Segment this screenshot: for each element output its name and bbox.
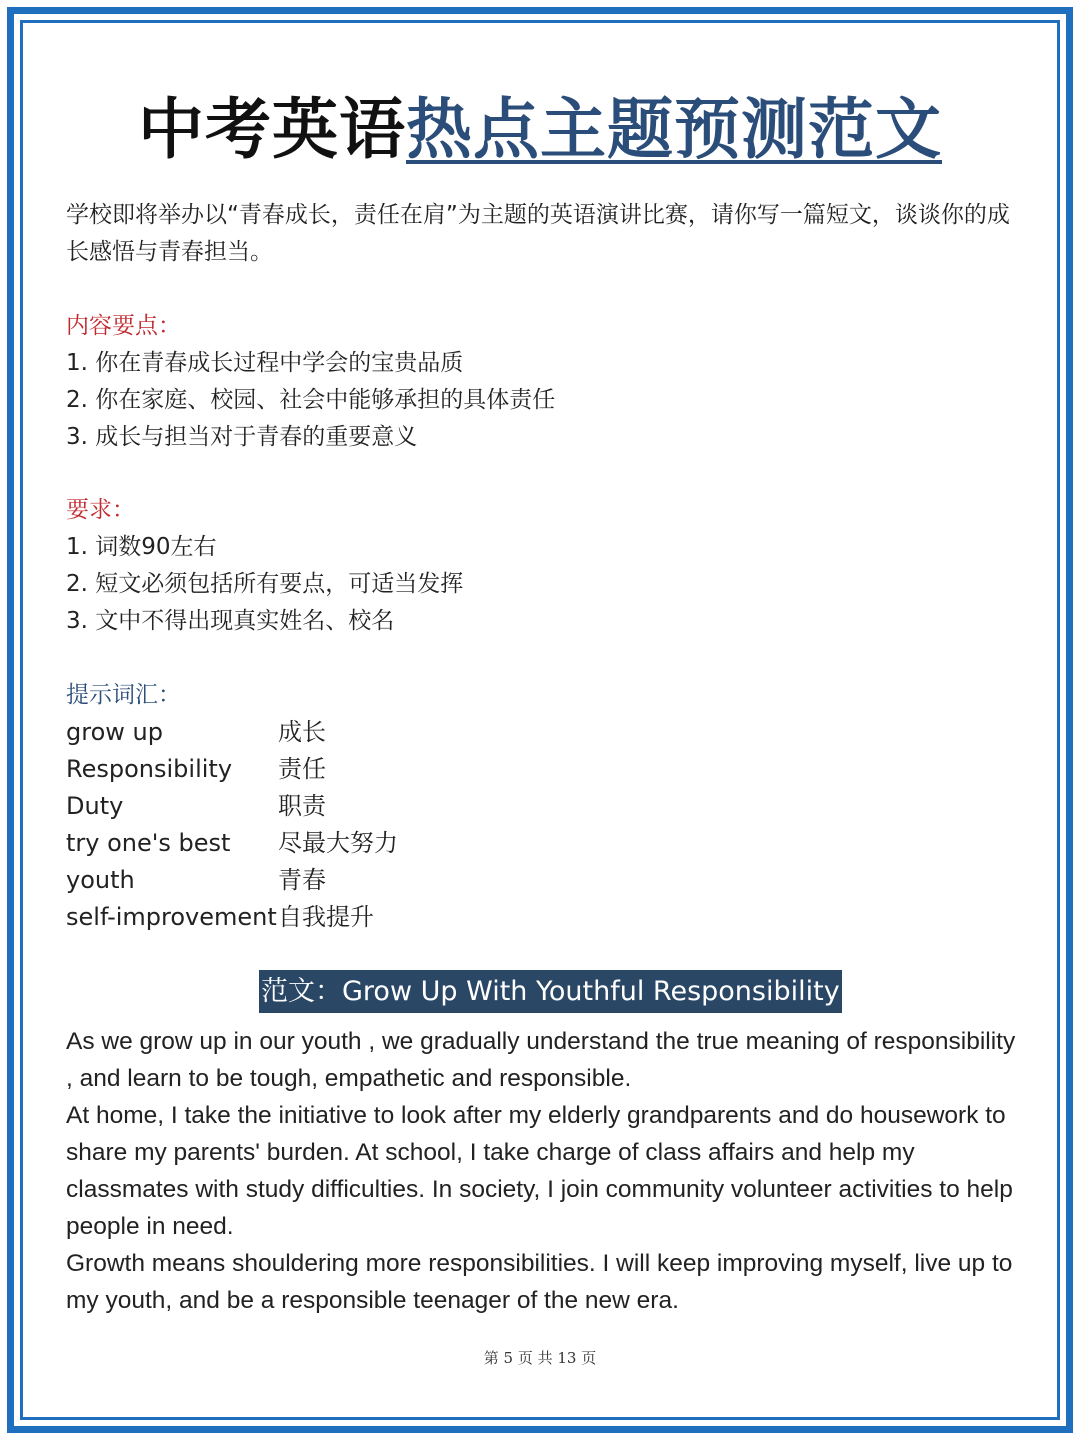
vocabulary-english: Duty bbox=[66, 792, 124, 820]
page-title bbox=[0, 86, 1080, 174]
vocabulary-row bbox=[66, 862, 1016, 899]
vocabulary-row bbox=[66, 714, 1016, 751]
requirement-item: 2. 短文必须包括所有要点，可适当发挥 bbox=[66, 571, 464, 597]
vocabulary-row bbox=[66, 788, 1016, 825]
essay-body bbox=[66, 1023, 1026, 1319]
content-point-item: 3. 成长与担当对于青春的重要意义 bbox=[66, 424, 418, 450]
essay-title: 范文：Grow Up With Youthful Responsibility bbox=[259, 970, 842, 1013]
vocabulary-chinese: 职责 bbox=[278, 792, 326, 820]
requirements-section bbox=[66, 492, 1016, 640]
vocabulary-row bbox=[66, 751, 1016, 788]
vocabulary-row bbox=[66, 825, 1016, 862]
vocabulary-english: youth bbox=[66, 866, 135, 894]
vocabulary-chinese: 尽最大努力 bbox=[278, 829, 398, 857]
title-part-2: 热点主题预测范文 bbox=[406, 91, 942, 168]
essay-paragraph: Growth means shouldering more responsibilities. I will keep improving myself, live up to my youth, and be a responsible teenager of the new era. bbox=[66, 1250, 1013, 1314]
intro-text: 学校即将举办以“青春成长，责任在肩”为主题的英语演讲比赛，请你写一篇短文，谈谈你的成长感悟与青春担当。 bbox=[66, 202, 1010, 265]
vocabulary-section bbox=[66, 677, 1016, 936]
vocabulary-english: Responsibility bbox=[66, 755, 233, 783]
requirement-item: 1. 词数90左右 bbox=[66, 534, 217, 560]
vocabulary-heading: 提示词汇： bbox=[66, 682, 181, 708]
vocabulary-chinese: 责任 bbox=[278, 755, 326, 783]
content-points-heading: 内容要点： bbox=[66, 313, 181, 339]
vocabulary-chinese: 自我提升 bbox=[278, 903, 374, 931]
content-point-item: 1. 你在青春成长过程中学会的宝贵品质 bbox=[66, 350, 464, 376]
vocabulary-chinese: 成长 bbox=[278, 718, 326, 746]
essay-paragraph: As we grow up in our youth , we gradually understand the true meaning of responsibility , and learn to be tough, empathetic and responsible. bbox=[66, 1028, 1016, 1092]
title-part-1: 中考英语 bbox=[138, 91, 406, 168]
requirement-item: 3. 文中不得出现真实姓名、校名 bbox=[66, 608, 395, 634]
vocabulary-chinese: 青春 bbox=[278, 866, 326, 894]
content-points-section bbox=[66, 308, 1016, 456]
content-point-item: 2. 你在家庭、校园、社会中能够承担的具体责任 bbox=[66, 387, 556, 413]
vocabulary-english: try one's best bbox=[66, 829, 231, 857]
page-number-footer: 第 5 页 共 13 页 bbox=[483, 1349, 597, 1367]
vocabulary-english: self-improvement bbox=[66, 903, 277, 931]
essay-paragraph: At home, I take the initiative to look after my elderly grandparents and do housework to share my parents' burden. At school, I take charge of class affairs and help my classmates with study difficulties. In society, I join community volunteer activities to help people in need. bbox=[66, 1102, 1013, 1240]
vocabulary-english: grow up bbox=[66, 718, 163, 746]
vocabulary-row bbox=[66, 899, 1016, 936]
requirements-heading: 要求： bbox=[66, 497, 135, 523]
